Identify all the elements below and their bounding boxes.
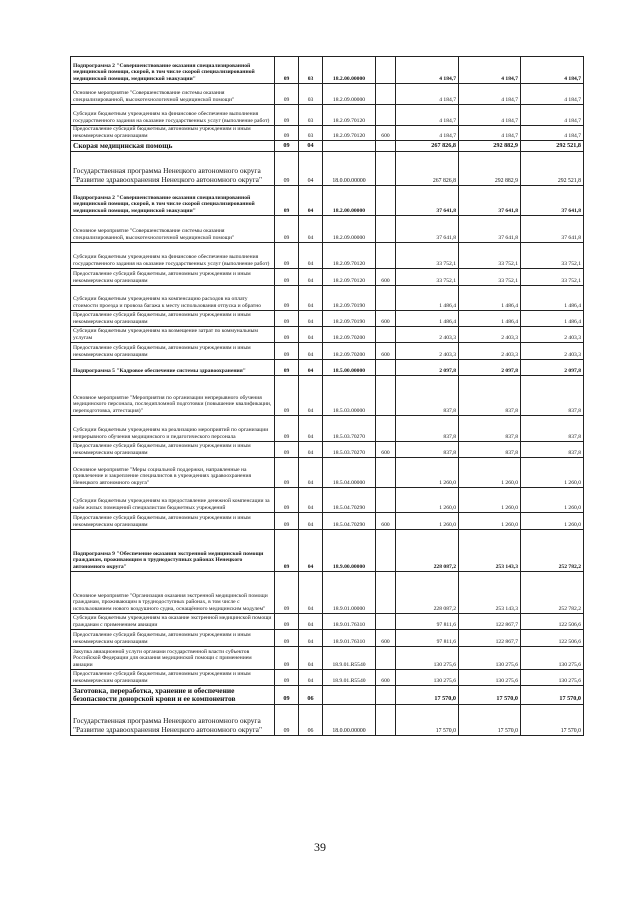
row-subsection-code: 04 xyxy=(299,416,323,442)
row-amount-year-1: 837,8 xyxy=(396,416,459,442)
row-subsection-code: 04 xyxy=(299,243,323,269)
row-name: Заготовка, переработка, хранение и обеспечение безопасности донорской крови и ее компонентов xyxy=(71,686,275,705)
row-target-article-code: 18.2.09.70200 xyxy=(323,327,376,343)
row-expense-type-code xyxy=(376,105,396,126)
row-target-article-code: 18.5.03.00000 xyxy=(323,376,376,416)
row-amount-year-3: 252 782,2 xyxy=(521,572,584,614)
row-target-article-code xyxy=(323,686,376,705)
row-amount-year-2: 837,8 xyxy=(459,442,521,458)
row-expense-type-code xyxy=(376,530,396,572)
table-row xyxy=(71,84,584,105)
row-expense-type-code: 600 xyxy=(376,126,396,141)
table-row xyxy=(71,105,584,126)
row-section-code: 09 xyxy=(275,57,299,84)
table-row xyxy=(71,442,584,458)
row-target-article-code: 18.2.09.70200 xyxy=(323,343,376,360)
row-name: Субсидии бюджетным учреждениям на компенсацию расходов на оплату стоимости проезда и провоза багажа к месту использования отпуска и обратно xyxy=(71,286,275,311)
row-expense-type-code xyxy=(376,327,396,343)
row-amount-year-2: 4 184,7 xyxy=(459,84,521,105)
row-amount-year-1: 1 260,0 xyxy=(396,513,459,530)
row-name: Предоставление субсидий бюджетным, автономным учреждениям и иным некоммерческим организациям xyxy=(71,442,275,458)
table-row xyxy=(71,488,584,513)
row-name: Субсидии бюджетным учреждениям на финансовое обеспечение выполнения государственного задания на оказание государственных услуг (выполнение работ) xyxy=(71,243,275,269)
row-name: Предоставление субсидий бюджетным, автономным учреждениям и иным некоммерческим организациям xyxy=(71,343,275,360)
row-amount-year-2: 292 882,9 xyxy=(459,141,521,152)
row-section-code: 09 xyxy=(275,186,299,216)
table-row xyxy=(71,572,584,614)
row-target-article-code: 18.2.09.70190 xyxy=(323,311,376,327)
row-amount-year-2: 253 143,3 xyxy=(459,572,521,614)
row-amount-year-1: 97 811,6 xyxy=(396,630,459,647)
row-subsection-code: 04 xyxy=(299,186,323,216)
row-subsection-code: 04 xyxy=(299,630,323,647)
row-amount-year-3: 2 403,3 xyxy=(521,327,584,343)
row-expense-type-code xyxy=(376,243,396,269)
row-name: Подпрограмма 9 "Обеспечение оказания экстренной медицинской помощи гражданам, проживающим в труднодоступных районах Ненецкого автономного округа" xyxy=(71,530,275,572)
row-subsection-code: 04 xyxy=(299,311,323,327)
row-name: Предоставление субсидий бюджетным, автономным учреждениям и иным некоммерческим организациям xyxy=(71,513,275,530)
row-subsection-code: 04 xyxy=(299,670,323,686)
row-amount-year-3: 4 184,7 xyxy=(521,105,584,126)
row-amount-year-1: 1 486,4 xyxy=(396,286,459,311)
row-section-code: 09 xyxy=(275,572,299,614)
row-amount-year-2: 292 882,9 xyxy=(459,152,521,186)
row-subsection-code: 04 xyxy=(299,442,323,458)
row-subsection-code: 04 xyxy=(299,152,323,186)
row-amount-year-3: 252 782,2 xyxy=(521,530,584,572)
row-expense-type-code xyxy=(376,572,396,614)
row-section-code: 09 xyxy=(275,647,299,670)
row-target-article-code: 18.9.01.R5540 xyxy=(323,670,376,686)
row-amount-year-2: 122 867,7 xyxy=(459,630,521,647)
row-subsection-code: 04 xyxy=(299,458,323,488)
row-target-article-code: 18.5.00.00000 xyxy=(323,360,376,376)
row-section-code: 09 xyxy=(275,458,299,488)
table-row xyxy=(71,269,584,286)
row-amount-year-1: 228 087,2 xyxy=(396,530,459,572)
row-amount-year-3: 2 097,8 xyxy=(521,360,584,376)
row-expense-type-code xyxy=(376,186,396,216)
row-subsection-code: 04 xyxy=(299,647,323,670)
row-amount-year-3: 4 184,7 xyxy=(521,126,584,141)
row-expense-type-code xyxy=(376,286,396,311)
budget-table xyxy=(70,56,584,736)
row-name: Основное мероприятие "Совершенствование системы оказания специализированной, высокотехнологичной медицинской помощи" xyxy=(71,216,275,243)
row-section-code: 09 xyxy=(275,243,299,269)
row-amount-year-2: 130 275,6 xyxy=(459,670,521,686)
row-amount-year-3: 1 486,4 xyxy=(521,311,584,327)
table-row xyxy=(71,513,584,530)
row-amount-year-2: 4 184,7 xyxy=(459,105,521,126)
row-expense-type-code: 600 xyxy=(376,343,396,360)
row-amount-year-3: 17 570,0 xyxy=(521,686,584,705)
row-target-article-code: 18.0.00.00000 xyxy=(323,152,376,186)
row-name: Субсидии бюджетным учреждениям на реализацию мероприятий по организации непрерывного обучения медицинского и педагогического персонала xyxy=(71,416,275,442)
row-amount-year-1: 130 275,6 xyxy=(396,670,459,686)
row-expense-type-code xyxy=(376,57,396,84)
row-expense-type-code: 600 xyxy=(376,630,396,647)
row-name: Предоставление субсидий бюджетным, автономным учреждениям и иным некоммерческим организациям xyxy=(71,670,275,686)
row-name: Предоставление субсидий бюджетным, автономным учреждениям и иным некоммерческим организациям xyxy=(71,630,275,647)
row-target-article-code: 18.9.01.00000 xyxy=(323,572,376,614)
row-section-code: 09 xyxy=(275,488,299,513)
row-target-article-code: 18.0.00.00000 xyxy=(323,705,376,736)
budget-table-body xyxy=(71,57,584,736)
row-name: Предоставление субсидий бюджетным, автономным учреждениям и иным некоммерческим организациям xyxy=(71,311,275,327)
row-amount-year-1: 267 826,8 xyxy=(396,141,459,152)
row-amount-year-2: 4 184,7 xyxy=(459,57,521,84)
row-amount-year-3: 122 506,6 xyxy=(521,630,584,647)
row-name: Субсидии бюджетным учреждениям на оказание экстренной медицинской помощи гражданам с применением авиации xyxy=(71,614,275,630)
table-row xyxy=(71,686,584,705)
row-name: Государственная программа Ненецкого автономного округа "Развитие здравоохранения Ненецкого автономного округа" xyxy=(71,152,275,186)
row-amount-year-1: 4 184,7 xyxy=(396,57,459,84)
row-target-article-code: 18.5.03.70270 xyxy=(323,442,376,458)
row-subsection-code: 04 xyxy=(299,488,323,513)
table-row xyxy=(71,705,584,736)
row-subsection-code: 03 xyxy=(299,105,323,126)
row-expense-type-code xyxy=(376,416,396,442)
row-amount-year-3: 4 184,7 xyxy=(521,84,584,105)
table-row xyxy=(71,327,584,343)
row-amount-year-2: 1 260,0 xyxy=(459,488,521,513)
row-section-code: 09 xyxy=(275,686,299,705)
row-amount-year-1: 1 260,0 xyxy=(396,458,459,488)
table-row xyxy=(71,343,584,360)
row-amount-year-2: 33 752,1 xyxy=(459,243,521,269)
row-amount-year-2: 33 752,1 xyxy=(459,269,521,286)
page-number: 39 xyxy=(314,840,326,854)
row-section-code: 09 xyxy=(275,530,299,572)
row-name: Закупка авиационной услуги органами государственной власти субъектов Российской Федерации для оказания медицинской помощи с применением авиации xyxy=(71,647,275,670)
row-section-code: 09 xyxy=(275,376,299,416)
row-amount-year-1: 267 826,8 xyxy=(396,152,459,186)
row-section-code: 09 xyxy=(275,286,299,311)
row-name: Основное мероприятие "Организация оказания экстренной медицинской помощи гражданам, проживающим в труднодоступных районах, в том числе с использованием нового воздушного судна, оснащённого медицинским модулем" xyxy=(71,572,275,614)
table-row xyxy=(71,152,584,186)
row-amount-year-3: 17 570,0 xyxy=(521,705,584,736)
row-amount-year-3: 33 752,1 xyxy=(521,243,584,269)
row-target-article-code: 18.2.09.70120 xyxy=(323,243,376,269)
row-amount-year-2: 837,8 xyxy=(459,416,521,442)
row-amount-year-2: 122 867,7 xyxy=(459,614,521,630)
table-row xyxy=(71,311,584,327)
row-subsection-code: 03 xyxy=(299,84,323,105)
row-target-article-code: 18.2.09.70120 xyxy=(323,269,376,286)
row-name: Предоставление субсидий бюджетным, автономным учреждениям и иным некоммерческим организациям xyxy=(71,126,275,141)
row-expense-type-code xyxy=(376,686,396,705)
row-expense-type-code xyxy=(376,614,396,630)
row-amount-year-1: 97 811,6 xyxy=(396,614,459,630)
table-row xyxy=(71,286,584,311)
row-subsection-code: 04 xyxy=(299,286,323,311)
row-section-code: 09 xyxy=(275,442,299,458)
row-subsection-code: 06 xyxy=(299,686,323,705)
row-amount-year-2: 37 641,8 xyxy=(459,186,521,216)
row-amount-year-2: 1 486,4 xyxy=(459,286,521,311)
row-target-article-code xyxy=(323,141,376,152)
row-target-article-code: 18.9.01.76310 xyxy=(323,614,376,630)
row-subsection-code: 04 xyxy=(299,376,323,416)
row-amount-year-1: 837,8 xyxy=(396,376,459,416)
row-subsection-code: 04 xyxy=(299,269,323,286)
row-expense-type-code xyxy=(376,84,396,105)
row-target-article-code: 18.2.09.00000 xyxy=(323,216,376,243)
row-section-code: 09 xyxy=(275,152,299,186)
row-target-article-code: 18.2.09.70120 xyxy=(323,105,376,126)
row-subsection-code: 03 xyxy=(299,57,323,84)
table-row xyxy=(71,614,584,630)
row-amount-year-2: 2 403,3 xyxy=(459,343,521,360)
row-section-code: 09 xyxy=(275,141,299,152)
table-row xyxy=(71,630,584,647)
row-section-code: 09 xyxy=(275,614,299,630)
row-subsection-code: 06 xyxy=(299,705,323,736)
row-name: Подпрограмма 2 "Совершенствование оказания специализированной медицинской помощи, скорой, в том числе скорой специализированной медицинской помощи, медицинской эвакуации" xyxy=(71,186,275,216)
row-amount-year-1: 2 097,8 xyxy=(396,360,459,376)
row-target-article-code: 18.2.09.00000 xyxy=(323,84,376,105)
row-expense-type-code: 600 xyxy=(376,670,396,686)
table-row xyxy=(71,186,584,216)
row-expense-type-code: 600 xyxy=(376,311,396,327)
row-subsection-code: 04 xyxy=(299,141,323,152)
table-row xyxy=(71,57,584,84)
row-amount-year-2: 4 184,7 xyxy=(459,126,521,141)
row-subsection-code: 04 xyxy=(299,572,323,614)
row-name: Подпрограмма 5 "Кадровое обеспечение системы здравоохранения" xyxy=(71,360,275,376)
row-name: Субсидии бюджетным учреждениям на возмещение затрат по коммунальным услугам xyxy=(71,327,275,343)
row-amount-year-1: 37 641,8 xyxy=(396,216,459,243)
row-amount-year-2: 2 097,8 xyxy=(459,360,521,376)
row-amount-year-2: 2 403,3 xyxy=(459,327,521,343)
row-amount-year-2: 17 570,0 xyxy=(459,705,521,736)
row-subsection-code: 03 xyxy=(299,126,323,141)
row-amount-year-3: 1 260,0 xyxy=(521,488,584,513)
row-name: Основное мероприятие "Меры социальной поддержки, направленные на привлечение и закрепление специалистов в учреждениях здравоохранения Ненецкого автономного округа" xyxy=(71,458,275,488)
row-section-code: 09 xyxy=(275,416,299,442)
row-target-article-code: 18.9.00.00000 xyxy=(323,530,376,572)
table-row xyxy=(71,360,584,376)
row-amount-year-1: 4 184,7 xyxy=(396,126,459,141)
row-expense-type-code xyxy=(376,376,396,416)
row-amount-year-3: 2 403,3 xyxy=(521,343,584,360)
row-name: Основное мероприятие "Совершенствование системы оказания специализированной, высокотехнологичной медицинской помощи" xyxy=(71,84,275,105)
row-expense-type-code: 600 xyxy=(376,513,396,530)
row-expense-type-code xyxy=(376,141,396,152)
row-target-article-code: 18.2.09.70120 xyxy=(323,126,376,141)
row-section-code: 09 xyxy=(275,630,299,647)
row-section-code: 09 xyxy=(275,126,299,141)
row-target-article-code: 18.2.09.70190 xyxy=(323,286,376,311)
row-subsection-code: 04 xyxy=(299,216,323,243)
row-amount-year-3: 1 486,4 xyxy=(521,286,584,311)
row-subsection-code: 04 xyxy=(299,530,323,572)
row-subsection-code: 04 xyxy=(299,343,323,360)
row-target-article-code: 18.9.01.R5540 xyxy=(323,647,376,670)
table-row xyxy=(71,530,584,572)
row-name: Скорая медицинская помощь xyxy=(71,141,275,152)
row-amount-year-3: 33 752,1 xyxy=(521,269,584,286)
row-name: Субсидии бюджетным учреждениям на финансовое обеспечение выполнения государственного задания на оказание государственных услуг (выполнение работ) xyxy=(71,105,275,126)
row-expense-type-code xyxy=(376,458,396,488)
row-amount-year-1: 37 641,8 xyxy=(396,186,459,216)
row-expense-type-code xyxy=(376,360,396,376)
row-name: Основное мероприятие "Мероприятия по организации непрерывного обучения медицинского персонала, последипломной подготовки (повышение квалификации, переподготовка, аттестация)" xyxy=(71,376,275,416)
row-section-code: 09 xyxy=(275,84,299,105)
row-amount-year-3: 130 275,6 xyxy=(521,670,584,686)
row-section-code: 09 xyxy=(275,513,299,530)
table-row xyxy=(71,376,584,416)
row-amount-year-3: 837,8 xyxy=(521,376,584,416)
row-amount-year-1: 1 486,4 xyxy=(396,311,459,327)
table-row xyxy=(71,243,584,269)
row-amount-year-2: 1 486,4 xyxy=(459,311,521,327)
row-amount-year-2: 837,8 xyxy=(459,376,521,416)
table-row xyxy=(71,126,584,141)
row-section-code: 09 xyxy=(275,670,299,686)
row-section-code: 09 xyxy=(275,105,299,126)
row-target-article-code: 18.2.00.00000 xyxy=(323,57,376,84)
row-section-code: 09 xyxy=(275,705,299,736)
row-target-article-code: 18.5.03.70270 xyxy=(323,416,376,442)
row-amount-year-1: 228 087,2 xyxy=(396,572,459,614)
row-amount-year-3: 4 184,7 xyxy=(521,57,584,84)
row-target-article-code: 18.5.04.70290 xyxy=(323,513,376,530)
row-amount-year-2: 1 260,0 xyxy=(459,513,521,530)
row-target-article-code: 18.9.01.76310 xyxy=(323,630,376,647)
row-amount-year-1: 17 570,0 xyxy=(396,705,459,736)
row-section-code: 09 xyxy=(275,360,299,376)
row-amount-year-3: 292 521,8 xyxy=(521,152,584,186)
table-row xyxy=(71,670,584,686)
row-name: Субсидии бюджетным учреждениям на предоставление денежной компенсации за наём жилых помещений специалистам бюджетных учреждений xyxy=(71,488,275,513)
row-expense-type-code xyxy=(376,488,396,513)
row-expense-type-code: 600 xyxy=(376,442,396,458)
row-amount-year-1: 2 403,3 xyxy=(396,343,459,360)
row-amount-year-1: 130 275,6 xyxy=(396,647,459,670)
row-amount-year-1: 33 752,1 xyxy=(396,243,459,269)
row-amount-year-2: 1 260,0 xyxy=(459,458,521,488)
row-name: Подпрограмма 2 "Совершенствование оказания специализированной медицинской помощи, скорой, в том числе скорой специализированной медицинской помощи, медицинской эвакуации" xyxy=(71,57,275,84)
row-expense-type-code xyxy=(376,705,396,736)
row-amount-year-3: 837,8 xyxy=(521,442,584,458)
row-amount-year-1: 1 260,0 xyxy=(396,488,459,513)
table-row xyxy=(71,458,584,488)
row-target-article-code: 18.2.00.00000 xyxy=(323,186,376,216)
row-name: Предоставление субсидий бюджетным, автономным учреждениям и иным некоммерческим организациям xyxy=(71,269,275,286)
row-amount-year-3: 122 506,6 xyxy=(521,614,584,630)
row-section-code: 09 xyxy=(275,311,299,327)
row-amount-year-2: 37 641,8 xyxy=(459,216,521,243)
table-row xyxy=(71,647,584,670)
row-amount-year-1: 4 184,7 xyxy=(396,84,459,105)
row-target-article-code: 18.5.04.00000 xyxy=(323,458,376,488)
row-expense-type-code: 600 xyxy=(376,269,396,286)
row-amount-year-1: 4 184,7 xyxy=(396,105,459,126)
row-expense-type-code xyxy=(376,647,396,670)
row-amount-year-2: 130 275,6 xyxy=(459,647,521,670)
row-amount-year-3: 837,8 xyxy=(521,416,584,442)
table-row xyxy=(71,216,584,243)
row-amount-year-1: 837,8 xyxy=(396,442,459,458)
table-row xyxy=(71,416,584,442)
row-amount-year-2: 17 570,0 xyxy=(459,686,521,705)
row-subsection-code: 04 xyxy=(299,513,323,530)
row-amount-year-3: 292 521,8 xyxy=(521,141,584,152)
row-amount-year-3: 1 260,0 xyxy=(521,513,584,530)
row-section-code: 09 xyxy=(275,269,299,286)
row-amount-year-3: 1 260,0 xyxy=(521,458,584,488)
row-subsection-code: 04 xyxy=(299,614,323,630)
table-row xyxy=(71,141,584,152)
row-subsection-code: 04 xyxy=(299,360,323,376)
row-amount-year-1: 17 570,0 xyxy=(396,686,459,705)
row-section-code: 09 xyxy=(275,327,299,343)
row-amount-year-1: 33 752,1 xyxy=(396,269,459,286)
row-amount-year-3: 37 641,8 xyxy=(521,186,584,216)
row-target-article-code: 18.5.04.70290 xyxy=(323,488,376,513)
row-expense-type-code xyxy=(376,152,396,186)
row-subsection-code: 04 xyxy=(299,327,323,343)
row-expense-type-code xyxy=(376,216,396,243)
row-amount-year-3: 130 275,6 xyxy=(521,647,584,670)
row-amount-year-3: 37 641,8 xyxy=(521,216,584,243)
row-amount-year-2: 253 143,3 xyxy=(459,530,521,572)
row-name: Государственная программа Ненецкого автономного округа "Развитие здравоохранения Ненецкого автономного округа" xyxy=(71,705,275,736)
row-amount-year-1: 2 403,3 xyxy=(396,327,459,343)
row-section-code: 09 xyxy=(275,216,299,243)
row-section-code: 09 xyxy=(275,343,299,360)
